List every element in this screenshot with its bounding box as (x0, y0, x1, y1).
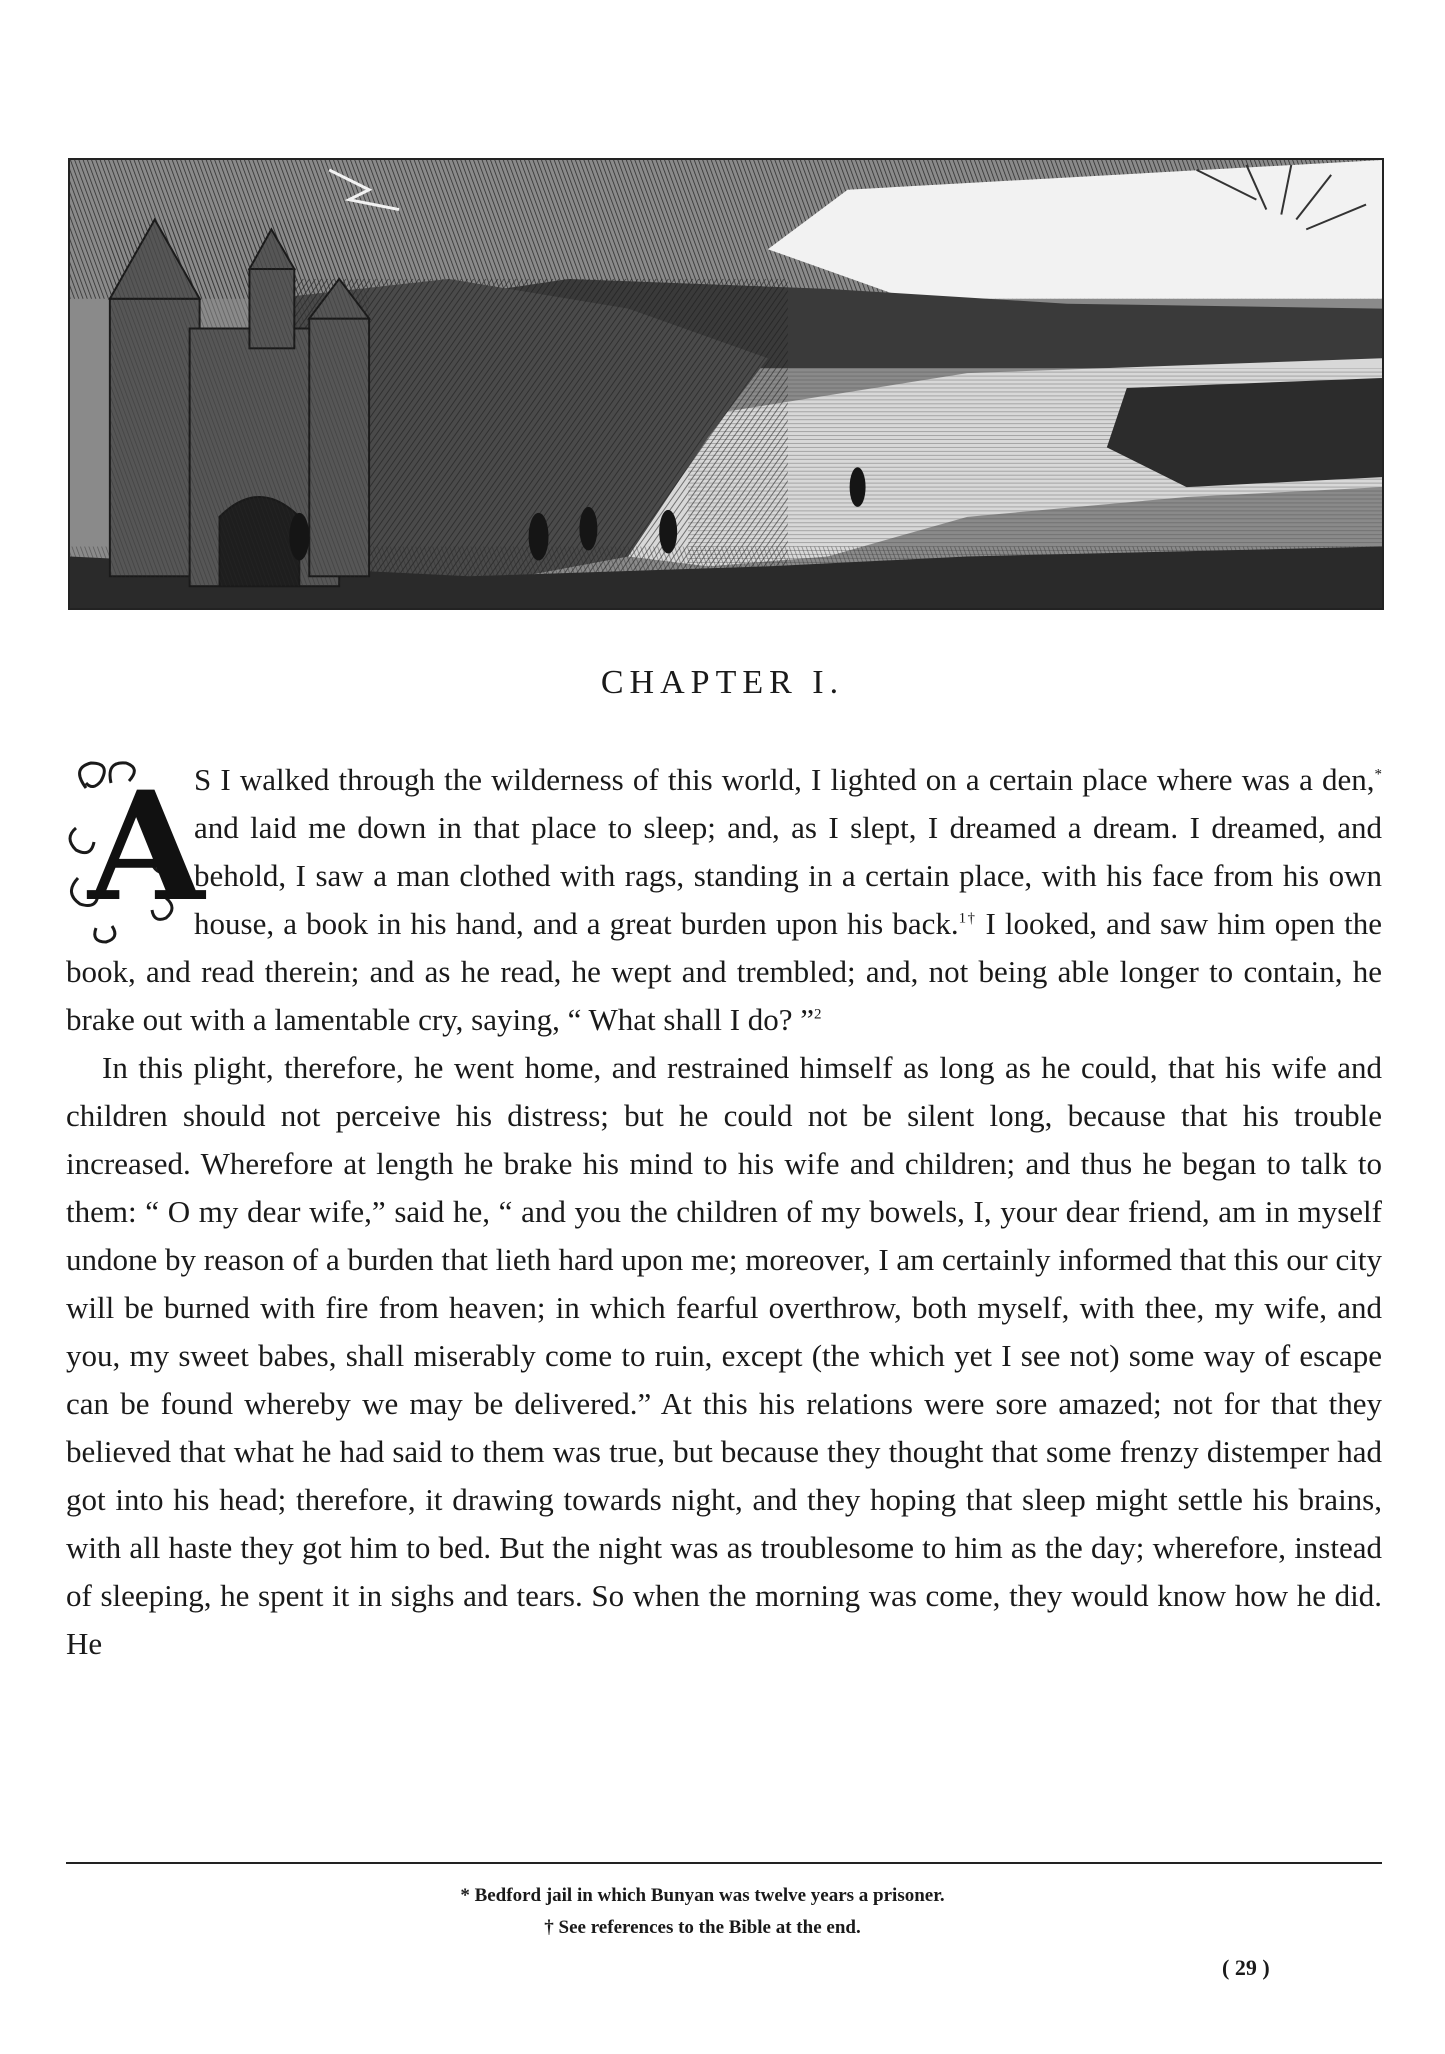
footnotes (0, 1880, 1445, 1944)
ornamental-drop-cap (66, 758, 205, 944)
paragraph-1-text-b: and laid me down in that place to sleep; and, as I slept, I dreamed a dream. I dreamed, and behold, I saw a man clothed with rags, standing in a certain place, with his face from his own house, a book in his hand, and a great burden upon his back. (194, 810, 1382, 941)
chapter-illustration (68, 158, 1384, 610)
footnote-ref-2: 1† (958, 910, 977, 927)
footnote-1: * Bedford jail in which Bunyan was twelve years a prisoner. (460, 1885, 945, 1906)
page-number: ( 29 ) (1222, 1955, 1270, 1980)
paragraph-2: In this plight, therefore, he went home, and restrained himself as long as he could, that his wife and children should not perceive his distress; but he could not be silent long, because that his trouble increased. Wherefore at length he brake his mind to his wife and children; and thus he began to talk to them: “ O my dear wife,” said he, “ and you the children of my bowels, I, your dear friend, am in myself undone by reason of a burden that lieth hard upon me; moreover, I am certainly informed that this our city will be burned with fire from heaven; in which fearful overthrow, both myself, with thee, my wife, and you, my sweet babes, shall miserably come to ruin, except (the which yet I see not) some way of escape can be found whereby we may be delivered.” At this his relations were sore amazed; not for that they believed that what he had said to them was true, but because they thought that some frenzy distemper had got into his head; therefore, it drawing towards night, and they hoping that sleep might settle his brains, with all haste they got him to bed. But the night was as troublesome to him as the day; wherefore, instead of sleeping, he spent it in sighs and tears. So when the morning was come, they would know how he did. He (66, 1050, 1382, 1661)
paragraph-1-text-a: S I walked through the wilderness of this world, I lighted on a certain place where was a den, (194, 762, 1375, 797)
chapter-title: CHAPTER I. (600, 664, 845, 701)
drop-cap-letter: A (88, 759, 205, 935)
footnote-divider (66, 1862, 1382, 1864)
footnote-ref-1: * (1374, 766, 1382, 783)
body-text (66, 756, 1382, 1668)
footnote-2: † See references to the Bible at the end. (544, 1917, 861, 1938)
landscape-engraving-icon (70, 160, 1382, 608)
paragraph-1 (66, 756, 1382, 1044)
footnote-ref-3: 2 (814, 1006, 822, 1023)
paragraph-1-text-c: I looked, and saw him open the book, and read therein; and as he read, he wept and trembled; and, not being able longer to contain, he brake out with a lamentable cry, saying, “ What shall I do? ” (66, 906, 1382, 1037)
